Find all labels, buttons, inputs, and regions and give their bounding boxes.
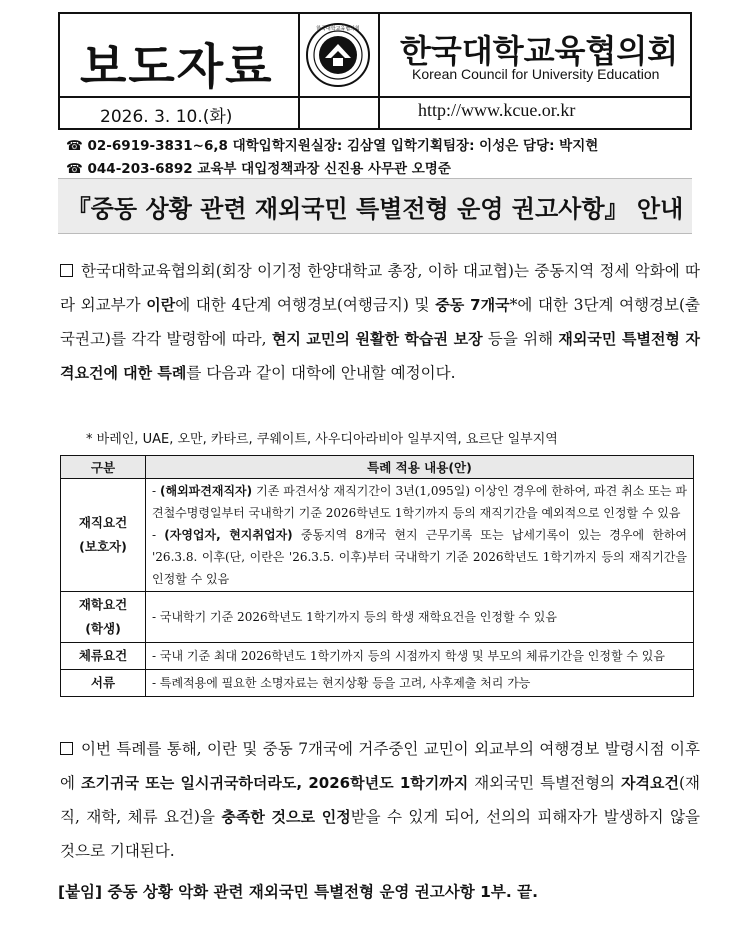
header-divider (60, 96, 690, 98)
document-title: 『중동 상황 관련 재외국민 특별전형 운영 권고사항』 안내 (66, 195, 684, 223)
para1-text-4: 등을 위해 (482, 330, 559, 348)
paragraph-1 (60, 254, 700, 390)
enrollment-text: 국내학기 기준 2026학년도 1학기까지 등의 학생 재학요건을 인정할 수 있음 (159, 610, 557, 624)
para1-text-2: 에 대한 4단계 여행경보(여행금지) 및 (175, 296, 436, 314)
org-name-english: Korean Council for University Education (412, 66, 660, 82)
row-content-residence: - 국내 기준 최대 2026학년도 1학기까지 등의 시점까지 학생 및 부모의 체류기간을 인정할 수 있음 (146, 643, 694, 670)
para2-bold-2: 자격요건 (621, 774, 679, 792)
para2-text-3: (재직, 재학, 체류 요건)을 (60, 774, 700, 826)
contact-line-1: ☎ 02-6919-3831~6,8 대학입학지원실장: 김삼열 입학기획팀장: 이성은 담당: 박지현 (66, 138, 599, 154)
para1-text-1: 한국대학교육협의회(회장 이기정 한양대학교 총장, 이하 대교협)는 중동지역 정세 악화에 따라 외교부가 (60, 262, 700, 314)
para2-text-2: 재외국민 특별전형의 (468, 774, 621, 792)
footnote-countries: * 바레인, UAE, 오만, 카타르, 쿠웨이트, 사우디아라비아 일부지역, 요르단 일부지역 (86, 432, 558, 447)
table-row (61, 643, 694, 670)
self-employed-text: 중동지역 8개국 현지 근무기록 또는 납세기록이 있는 경우에 한하여 '26.3.8. 이후(단, 이란은 '26.3.5. 이후)부터 국내학기 기준 2026학년도 1학기까지 등의 재직기간을 인정할 수 있음 (152, 528, 687, 586)
para1-bold-3: 현지 교민의 원활한 학습권 보장 (271, 330, 483, 348)
checkbox-bullet-icon (60, 264, 73, 277)
row-label-documents: 서류 (61, 670, 146, 697)
table-row (61, 592, 694, 643)
overseas-dispatch-text: 기존 파견서상 재직기간이 3년(1,095일) 이상인 경우에 한하여, 파견 취소 또는 파견철수명령일부터 국내학기 기준 2026학년도 1학기까지 등의 재직기간을 예외적으로 인정할 수 있음 (152, 484, 687, 520)
row-label-residence: 체류요건 (61, 643, 146, 670)
para2-bold-1: 조기귀국 또는 일시귀국하더라도, 2026학년도 1학기까지 (80, 774, 469, 792)
org-name-korean: 한국대학교육협의회 (400, 32, 679, 70)
para1-text-3: *에 대한 3단계 여행경보(출국권고)를 각각 발령함에 따라, (60, 296, 701, 348)
svg-text:한국대학교육협의회: 한국대학교육협의회 (316, 26, 360, 32)
release-date: 2026. 3. 10.(화) (100, 107, 233, 127)
checkbox-bullet-icon (60, 742, 73, 755)
para1-text-5: 를 다음과 같이 대학에 안내할 예정이다. (186, 364, 456, 382)
overseas-dispatch-heading: (해외파견재직자) (160, 484, 253, 498)
row-content-enrollment: - 국내학기 기준 2026학년도 1학기까지 등의 학생 재학요건을 인정할 수 있음 (146, 592, 694, 643)
row-label-employment: 재직요건 (보호자) (61, 479, 146, 592)
special-provisions-table (60, 455, 694, 697)
row-content-documents: - 특례적용에 필요한 소명자료는 현지상황 등을 고려, 사후제출 처리 가능 (146, 670, 694, 697)
press-header (58, 12, 692, 130)
para1-bold-2: 중동 7개국 (435, 296, 510, 314)
paragraph-2 (60, 732, 700, 868)
logo-cell (298, 14, 380, 130)
para1-bold-1: 이란 (146, 296, 176, 314)
org-url-link[interactable]: http://www.kcue.or.kr (418, 100, 576, 120)
self-employed-heading: (자영업자, 현지취업자) (164, 528, 293, 542)
row-content-employment: - (해외파견재직자) 기존 파견서상 재직기간이 3년(1,095일) 이상인 경우에 한하여, 파견 취소 또는 파견철수명령일부터 국내학기 기준 2026학년도 1학기까지 등의 재직기간을 예외적으로 인정할 수 있음 - (자영업자, 현지취업자) 중동지역 8개국 현지 근무기록 또는 납세기록이 있는 경우에 한하여 '26.3.8. 이후(단, 이란은 '26.3.5. 이후)부터 국내학기 기준 2026학년도 1학기까지 등의 재직기간을 인정할 수 있음 (146, 479, 694, 592)
residence-text: 국내 기준 최대 2026학년도 1학기까지 등의 시점까지 학생 및 부모의 체류기간을 인정할 수 있음 (159, 649, 665, 663)
kcue-logo-icon (303, 20, 373, 90)
row-label-enrollment: 재학요건 (학생) (61, 592, 146, 643)
table-header-category: 구분 (61, 456, 146, 479)
table-header-row (61, 456, 694, 479)
para2-bold-3: 충족한 것으로 인정 (221, 808, 351, 826)
table-row (61, 479, 694, 592)
table-header-content: 특례 적용 내용(안) (146, 456, 694, 479)
press-release-title: 보도자료 (80, 39, 274, 95)
attachment-note: [붙임] 중동 상황 악화 관련 재외국민 특별전형 운영 권고사항 1부. 끝. (58, 883, 538, 901)
para2-text-1: 이번 특례를 통해, 이란 및 중동 7개국에 거주중인 교민이 외교부의 여행경보 발령시점 이후에 (60, 740, 700, 792)
contact-line-2: ☎ 044-203-6892 교육부 대입정책과장 신진용 사무관 오명준 (66, 161, 451, 177)
document-title-band (58, 178, 692, 234)
para1-bold-4: 재외국민 특별전형 자격요건에 대한 특례 (60, 330, 701, 382)
para2-text-4: 받을 수 있게 되어, 선의의 피해자가 발생하지 않을 것으로 기대된다. (60, 808, 700, 860)
table-row (61, 670, 694, 697)
documents-text: 특례적용에 필요한 소명자료는 현지상황 등을 고려, 사후제출 처리 가능 (159, 676, 531, 690)
